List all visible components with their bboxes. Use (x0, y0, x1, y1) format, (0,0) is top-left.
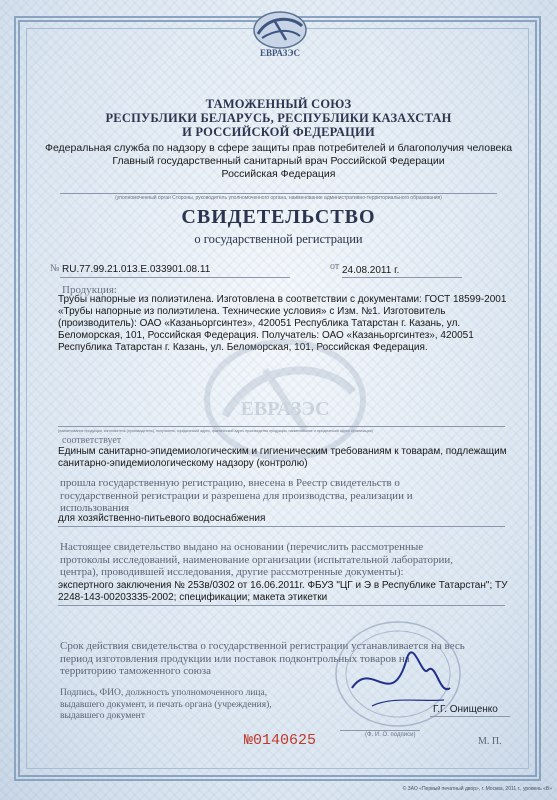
product-line: Трубы напорные из полиэтилена. Изготовлена в соответствии с документами: ГОСТ 18599-2001 (58, 294, 507, 305)
document-subtitle: о государственной регистрации (194, 232, 363, 246)
product-line: Республика Татарстан г. Казань, ул. Беломорская, 101, Российская Федерация. (58, 342, 428, 353)
signatory-rule (430, 716, 510, 717)
stamp-place-mark: М. П. (478, 736, 502, 747)
emblem-icon (240, 8, 320, 68)
product-line: «Трубы напорные из полиэтилена. Технические условия» с Изм. №1. Изготовитель (58, 306, 446, 317)
signature-caption (60, 688, 320, 723)
conformity-line: санитарно-эпидемиологическому надзору (контролю) (58, 458, 308, 469)
signature-caption-line: Подпись, ФИО, должность уполномоченного лица, (60, 688, 268, 698)
basis-line: протоколы исследований, наименование организации (испытательной лаборатории, (60, 553, 453, 566)
watermark-label: ЕВРАЗЭС (240, 398, 330, 420)
eurasec-emblem (240, 8, 320, 68)
union-line: И РОССИЙСКОЙ ФЕДЕРАЦИИ (182, 125, 375, 139)
basis-documents (58, 580, 508, 604)
signature-caption-line: выдавшего документ, и печать органа (учреждения), (60, 699, 272, 710)
authority-caption: (уполномоченный орган Стороны, руководитель уполномоченного органа, наименование административно-территориального образования) (115, 195, 442, 201)
authority-line: Федеральная служба по надзору в сфере защиты прав потребителей и благополучия человека (44, 142, 513, 154)
product-line: (производитель): ОАО «Казаньоргсинтез», 420051 Республика Татарстан г. Казань, ул. (58, 318, 461, 329)
basis-document-line: 2248-143-00203335-2002; спецификации; макета этикетки (58, 592, 328, 603)
printer-footer: © ЗАО «Первый печатный двор», г. Москва, 2011 г., уровень «В» (402, 786, 552, 792)
validity-line: территорию таможенного союза (60, 665, 212, 677)
signature-caption-line: выдавшего документ (60, 711, 145, 721)
statement-line: государственной регистрации и разрешена для производства, реализации и (60, 489, 413, 502)
basis-rule (58, 605, 505, 606)
conformity-text (58, 446, 508, 470)
union-line: РЕСПУБЛИКИ БЕЛАРУСЬ, РЕСПУБЛИКИ КАЗАХСТАН (105, 111, 452, 125)
product-line: Беломорская, 101, Российская Федерация. Получатель: ОАО «Казаньоргсинтез», 420051 (58, 330, 474, 341)
form-number (244, 732, 316, 749)
conformity-label: соответствует (62, 435, 122, 446)
usage-scope: для хозяйственно-питьевого водоснабжения (58, 513, 266, 524)
number-rule (60, 277, 290, 278)
authority-rule (60, 193, 497, 194)
document-title: СВИДЕТЕЛЬСТВО (181, 206, 376, 228)
basis-line: центра), проводившей исследования, другие рассмотренные документы): (60, 566, 404, 578)
signatory-name: Г.Г. Онищенко (433, 704, 498, 715)
usage-rule (58, 526, 505, 527)
authority-line: Главный государственный санитарный врач Российской Федерации (112, 155, 445, 167)
product-caption: (наименование продукции, изготовитель (производитель), получатель, юридический адрес, фактический адрес производства продукции, наименование и юридический адрес организации) (58, 429, 373, 433)
conformity-line: Единым санитарно-эпидемиологическим и гигиеническим требованиям к товарам, подлежащим (58, 446, 507, 457)
basis-document-line: экспертного заключения № 253в/0302 от 16.06.2011г. ФБУЗ "ЦГ и Э в Республике Татарстан"; ТУ (58, 580, 508, 591)
registration-statement (60, 477, 510, 515)
statement-line: использования (60, 502, 130, 514)
basis-text (60, 541, 510, 579)
signature-rule (340, 730, 420, 731)
date-rule (342, 277, 462, 278)
union-line: ТАМОЖЕННЫЙ СОЮЗ (205, 97, 352, 111)
emblem-label: ЕВРАЗЭС (260, 48, 300, 58)
validity-line: период изготовления продукции или поставок подконтрольных товаров на (60, 652, 410, 665)
registration-date: 24.08.2011 г. (342, 265, 400, 276)
basis-line: Настоящее свидетельство выдано на основании (перечислить рассмотренные (60, 541, 424, 553)
union-heading (40, 97, 517, 139)
number-prefix: № (50, 263, 60, 274)
form-number-value: 0140625 (253, 732, 317, 749)
authority-line: Российская Федерация (221, 168, 336, 180)
form-number-prefix: № (244, 732, 254, 749)
statement-line: прошла государственную регистрацию, внесена в Реестр свидетельств о (60, 477, 400, 489)
signature-field-caption: (Ф. И. О. подписи) (365, 732, 416, 738)
registration-number: RU.77.99.21.013.Е.033901.08.11 (62, 264, 211, 275)
validity-line: Срок действия свидетельства о государственной регистрации устанавливается на весь (60, 640, 465, 652)
product-label: Продукция: (62, 284, 117, 296)
issuing-authority (40, 142, 517, 181)
date-prefix: от (330, 261, 340, 272)
product-rule (58, 426, 505, 427)
